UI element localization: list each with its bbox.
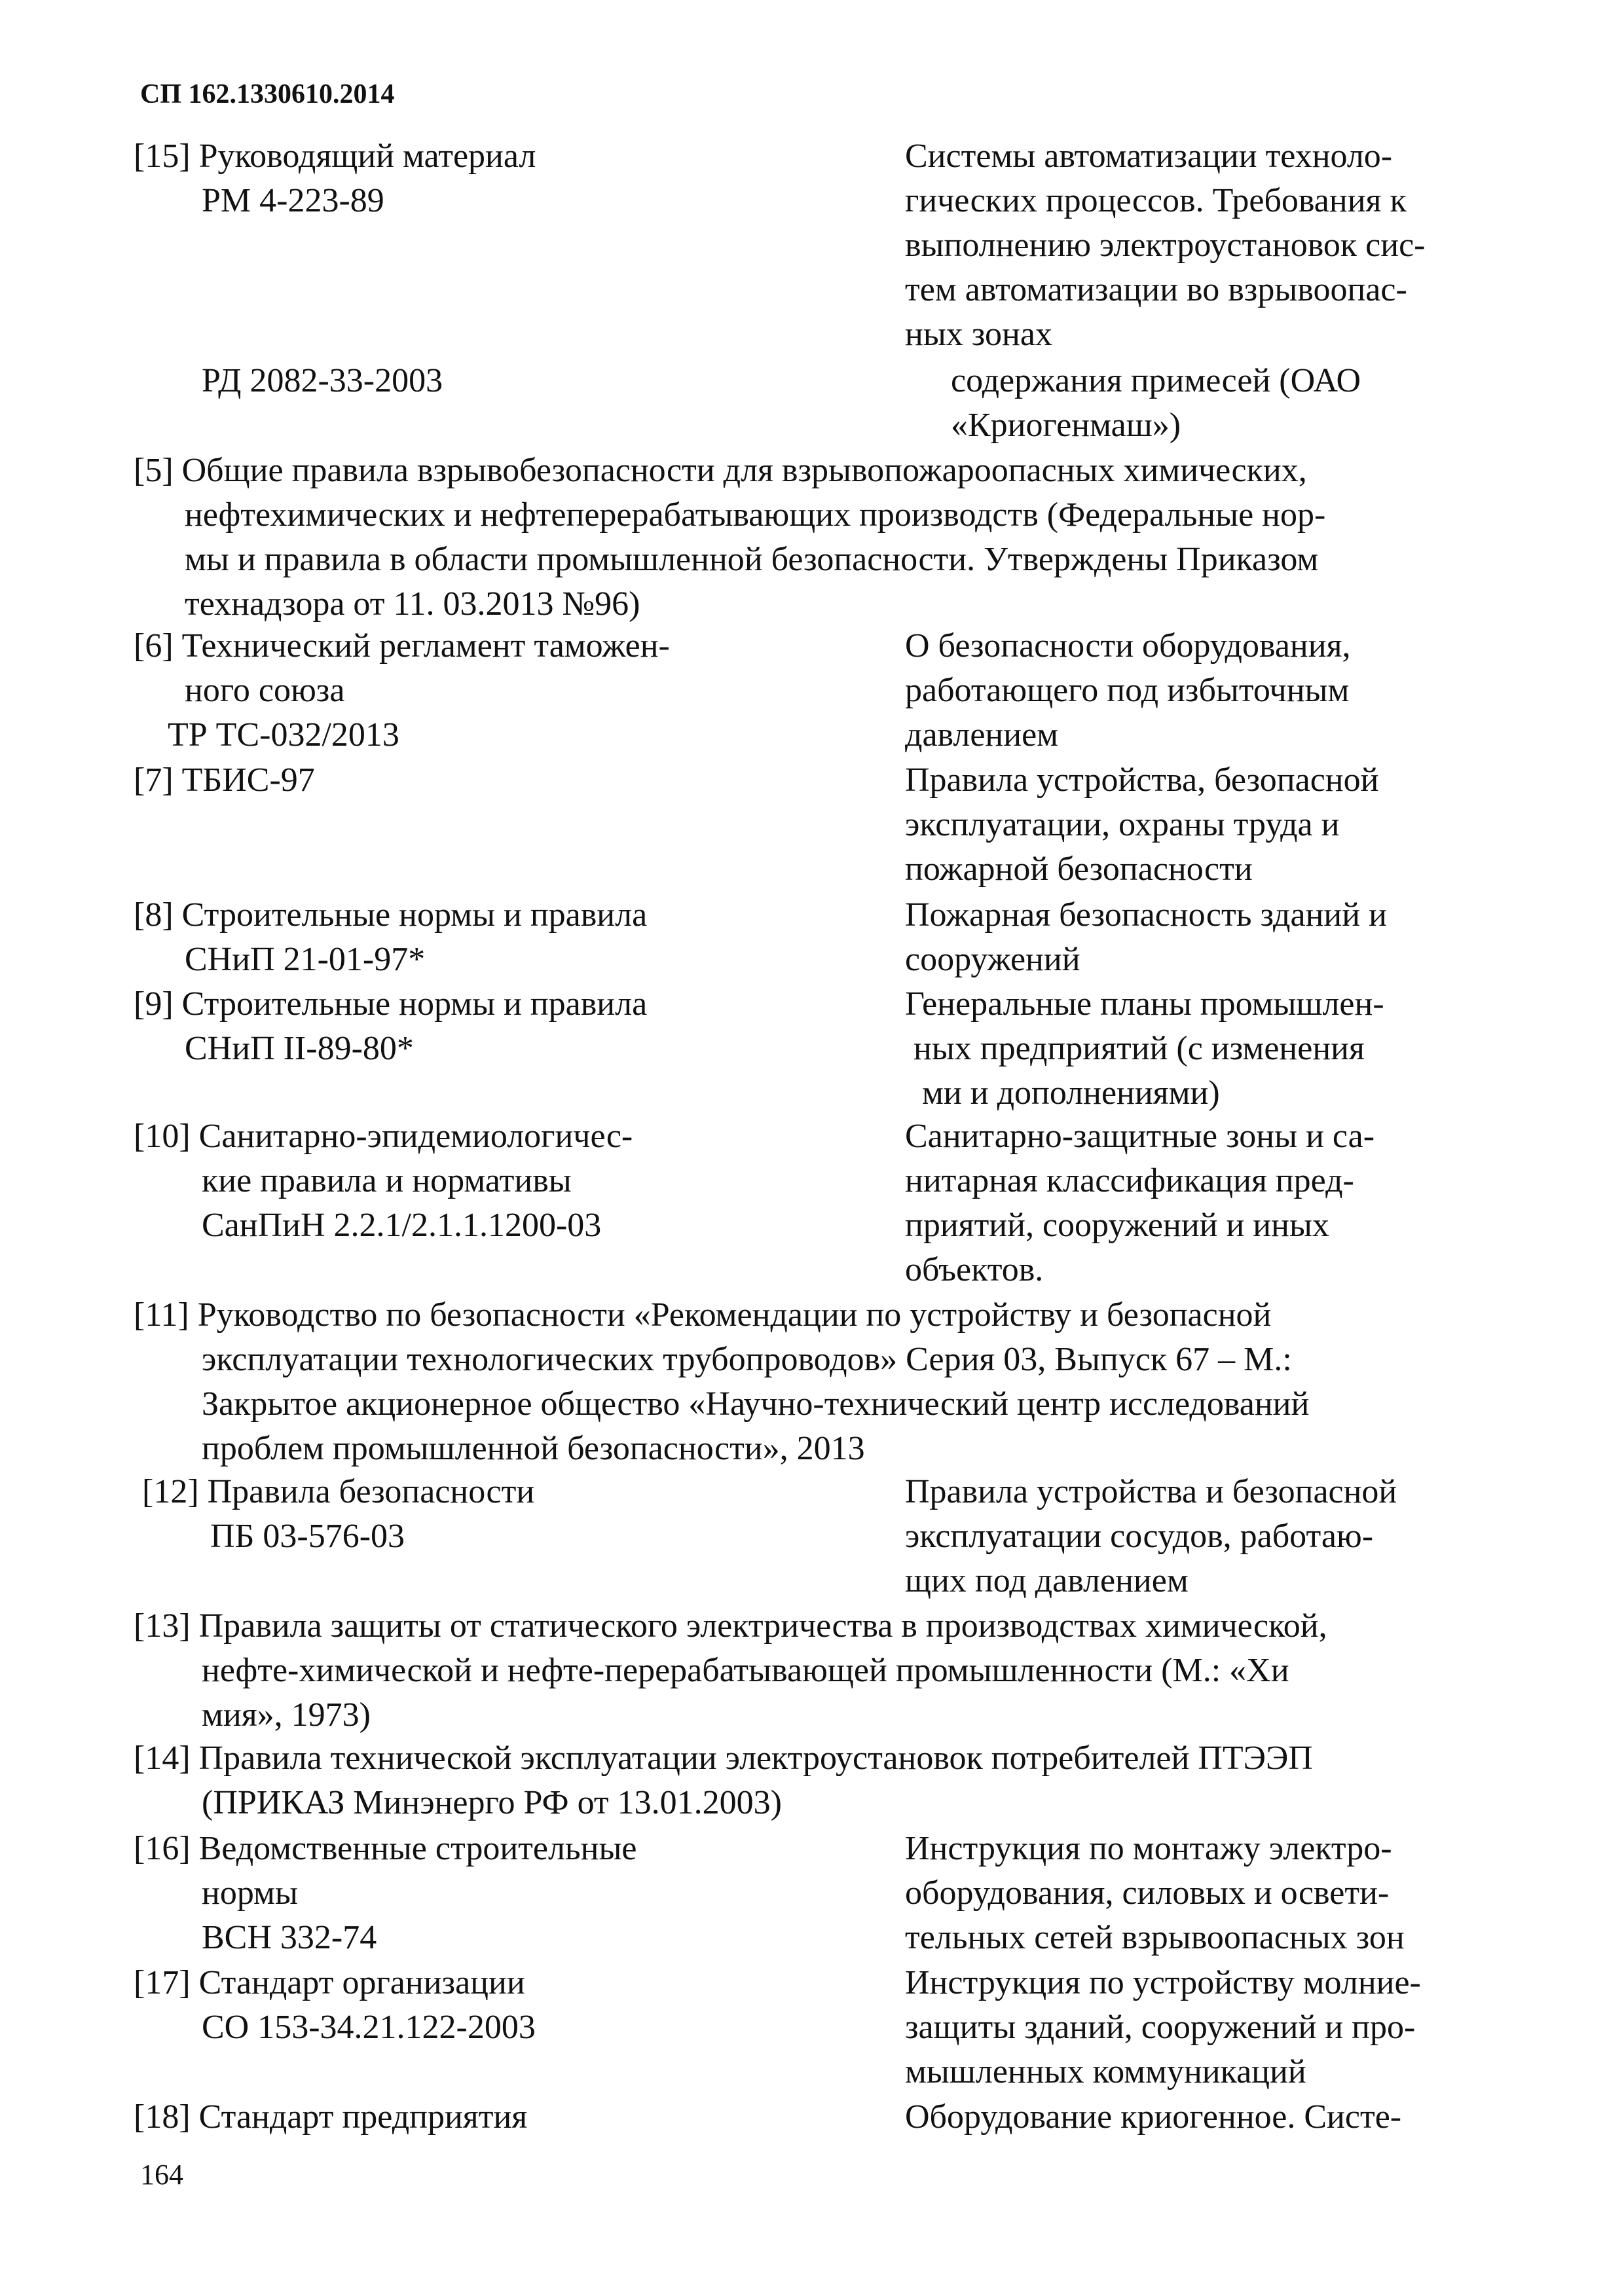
- page-number: 164: [140, 2159, 183, 2191]
- reference-line: [14] Правила технической эксплуатации электроустановок потребителей ПТЭЭП: [134, 1740, 1313, 1777]
- reference-title-line: Правила устройства, безопасной: [905, 761, 1379, 799]
- reference-source-line: ТР ТС-032/2013: [134, 716, 399, 754]
- reference-source-line: [7] ТБИС-97: [134, 761, 315, 799]
- reference-source-line: [9] Строительные нормы и правила: [134, 985, 648, 1023]
- reference-line: мы и правила в области промышленной безопасности. Утверждены Приказом: [134, 541, 1319, 578]
- reference-line: мия», 1973): [134, 1696, 371, 1734]
- reference-title-line: гических процессов. Требования к: [905, 182, 1407, 219]
- reference-source-line: ного союза: [134, 672, 345, 709]
- reference-title-line: эксплуатации сосудов, работаю-: [905, 1518, 1374, 1555]
- reference-title-line: мышленных коммуникаций: [905, 2053, 1306, 2090]
- reference-title-line: приятий, сооружений и иных: [905, 1207, 1329, 1244]
- running-header: СП 162.1330610.2014: [140, 79, 395, 109]
- reference-line: [13] Правила защиты от статического электричества в производствах химической,: [134, 1607, 1327, 1645]
- reference-source-line: кие правила и нормативы: [134, 1162, 572, 1199]
- reference-title-line: щих под давлением: [905, 1562, 1189, 1599]
- reference-title-line: Генеральные планы промышлен-: [905, 985, 1384, 1023]
- reference-title-line: Правила устройства и безопасной: [905, 1473, 1397, 1510]
- reference-title-line: тем автоматизации во взрывоопас-: [905, 271, 1407, 308]
- reference-source-line: СанПиН 2.2.1/2.1.1.1200-03: [134, 1207, 602, 1244]
- reference-title-line: ных предприятий (с изменения: [905, 1030, 1365, 1067]
- reference-title-line: защиты зданий, сооружений и про-: [905, 2009, 1416, 2046]
- reference-title-line: сооружений: [905, 941, 1080, 978]
- reference-title-line: тельных сетей взрывоопасных зон: [905, 1919, 1405, 1956]
- reference-title-line: содержания примесей (ОАО: [951, 362, 1361, 399]
- reference-title-line: давлением: [905, 716, 1059, 754]
- reference-source-line: ВСН 332-74: [134, 1919, 377, 1956]
- reference-title-line: Пожарная безопасность зданий и: [905, 896, 1387, 934]
- reference-title-line: Инструкция по монтажу электро-: [905, 1830, 1392, 1867]
- reference-title-line: выполнению электроустановок сис-: [905, 227, 1426, 264]
- reference-line: эксплуатации технологических трубопроводов» Серия 03, Выпуск 67 – М.:: [134, 1341, 1292, 1378]
- reference-source-line: [8] Строительные нормы и правила: [134, 896, 648, 934]
- reference-title-line: эксплуатации, охраны труда и: [905, 806, 1340, 843]
- reference-source-line: СНиП 21-01-97*: [134, 941, 426, 978]
- reference-source-line: [18] Стандарт предприятия: [134, 2098, 528, 2136]
- reference-title-line: ми и дополнениями): [905, 1074, 1220, 1112]
- reference-line: технадзора от 11. 03.2013 №96): [134, 585, 640, 623]
- reference-source-line: [6] Технический регламент таможен-: [134, 627, 670, 665]
- reference-title-line: Санитарно-защитные зоны и са-: [905, 1118, 1375, 1155]
- reference-line: Закрытое акционерное общество «Научно-технический центр исследований: [134, 1385, 1310, 1423]
- reference-title-line: Оборудование криогенное. Систе-: [905, 2098, 1402, 2136]
- reference-line: нефте-химической и нефте-перерабатывающей промышленности (М.: «Хи: [134, 1652, 1289, 1689]
- reference-title-line: пожарной безопасности: [905, 850, 1253, 888]
- reference-title-line: нитарная классификация пред-: [905, 1162, 1354, 1199]
- reference-line: проблем промышленной безопасности», 2013: [134, 1430, 865, 1467]
- reference-source-line: [17] Стандарт организации: [134, 1964, 525, 2001]
- reference-source-line: РД 2082-33-2003: [134, 362, 443, 399]
- reference-title-line: оборудования, силовых и освети-: [905, 1874, 1390, 1912]
- reference-line: (ПРИКАЗ Минэнерго РФ от 13.01.2003): [134, 1784, 782, 1821]
- reference-source-line: [12] Правила безопасности: [134, 1473, 535, 1510]
- reference-title-line: объектов.: [905, 1251, 1044, 1288]
- reference-source-line: СО 153-34.21.122-2003: [134, 2009, 536, 2046]
- reference-source-line: [15] Руководящий материал: [134, 137, 536, 175]
- reference-source-line: нормы: [134, 1874, 298, 1912]
- reference-title-line: Инструкция по устройству молние-: [905, 1964, 1421, 2001]
- reference-source-line: РМ 4-223-89: [134, 182, 384, 219]
- reference-source-line: СНиП II-89-80*: [134, 1030, 414, 1067]
- reference-line: [11] Руководство по безопасности «Рекомендации по устройству и безопасной: [134, 1296, 1272, 1334]
- reference-title-line: «Криогенмаш»): [951, 407, 1181, 444]
- reference-title-line: О безопасности оборудования,: [905, 627, 1351, 665]
- reference-title-line: работающего под избыточным: [905, 672, 1350, 709]
- reference-source-line: [10] Санитарно-эпидемиологичес-: [134, 1118, 633, 1155]
- reference-line: [5] Общие правила взрывобезопасности для взрывопожароопасных химических,: [134, 452, 1307, 489]
- reference-line: нефтехимических и нефтеперерабатывающих производств (Федеральные нор-: [134, 496, 1326, 534]
- reference-source-line: [16] Ведомственные строительные: [134, 1830, 637, 1867]
- reference-title-line: Системы автоматизации техноло-: [905, 137, 1393, 175]
- reference-source-line: ПБ 03-576-03: [134, 1518, 405, 1555]
- reference-title-line: ных зонах: [905, 316, 1052, 353]
